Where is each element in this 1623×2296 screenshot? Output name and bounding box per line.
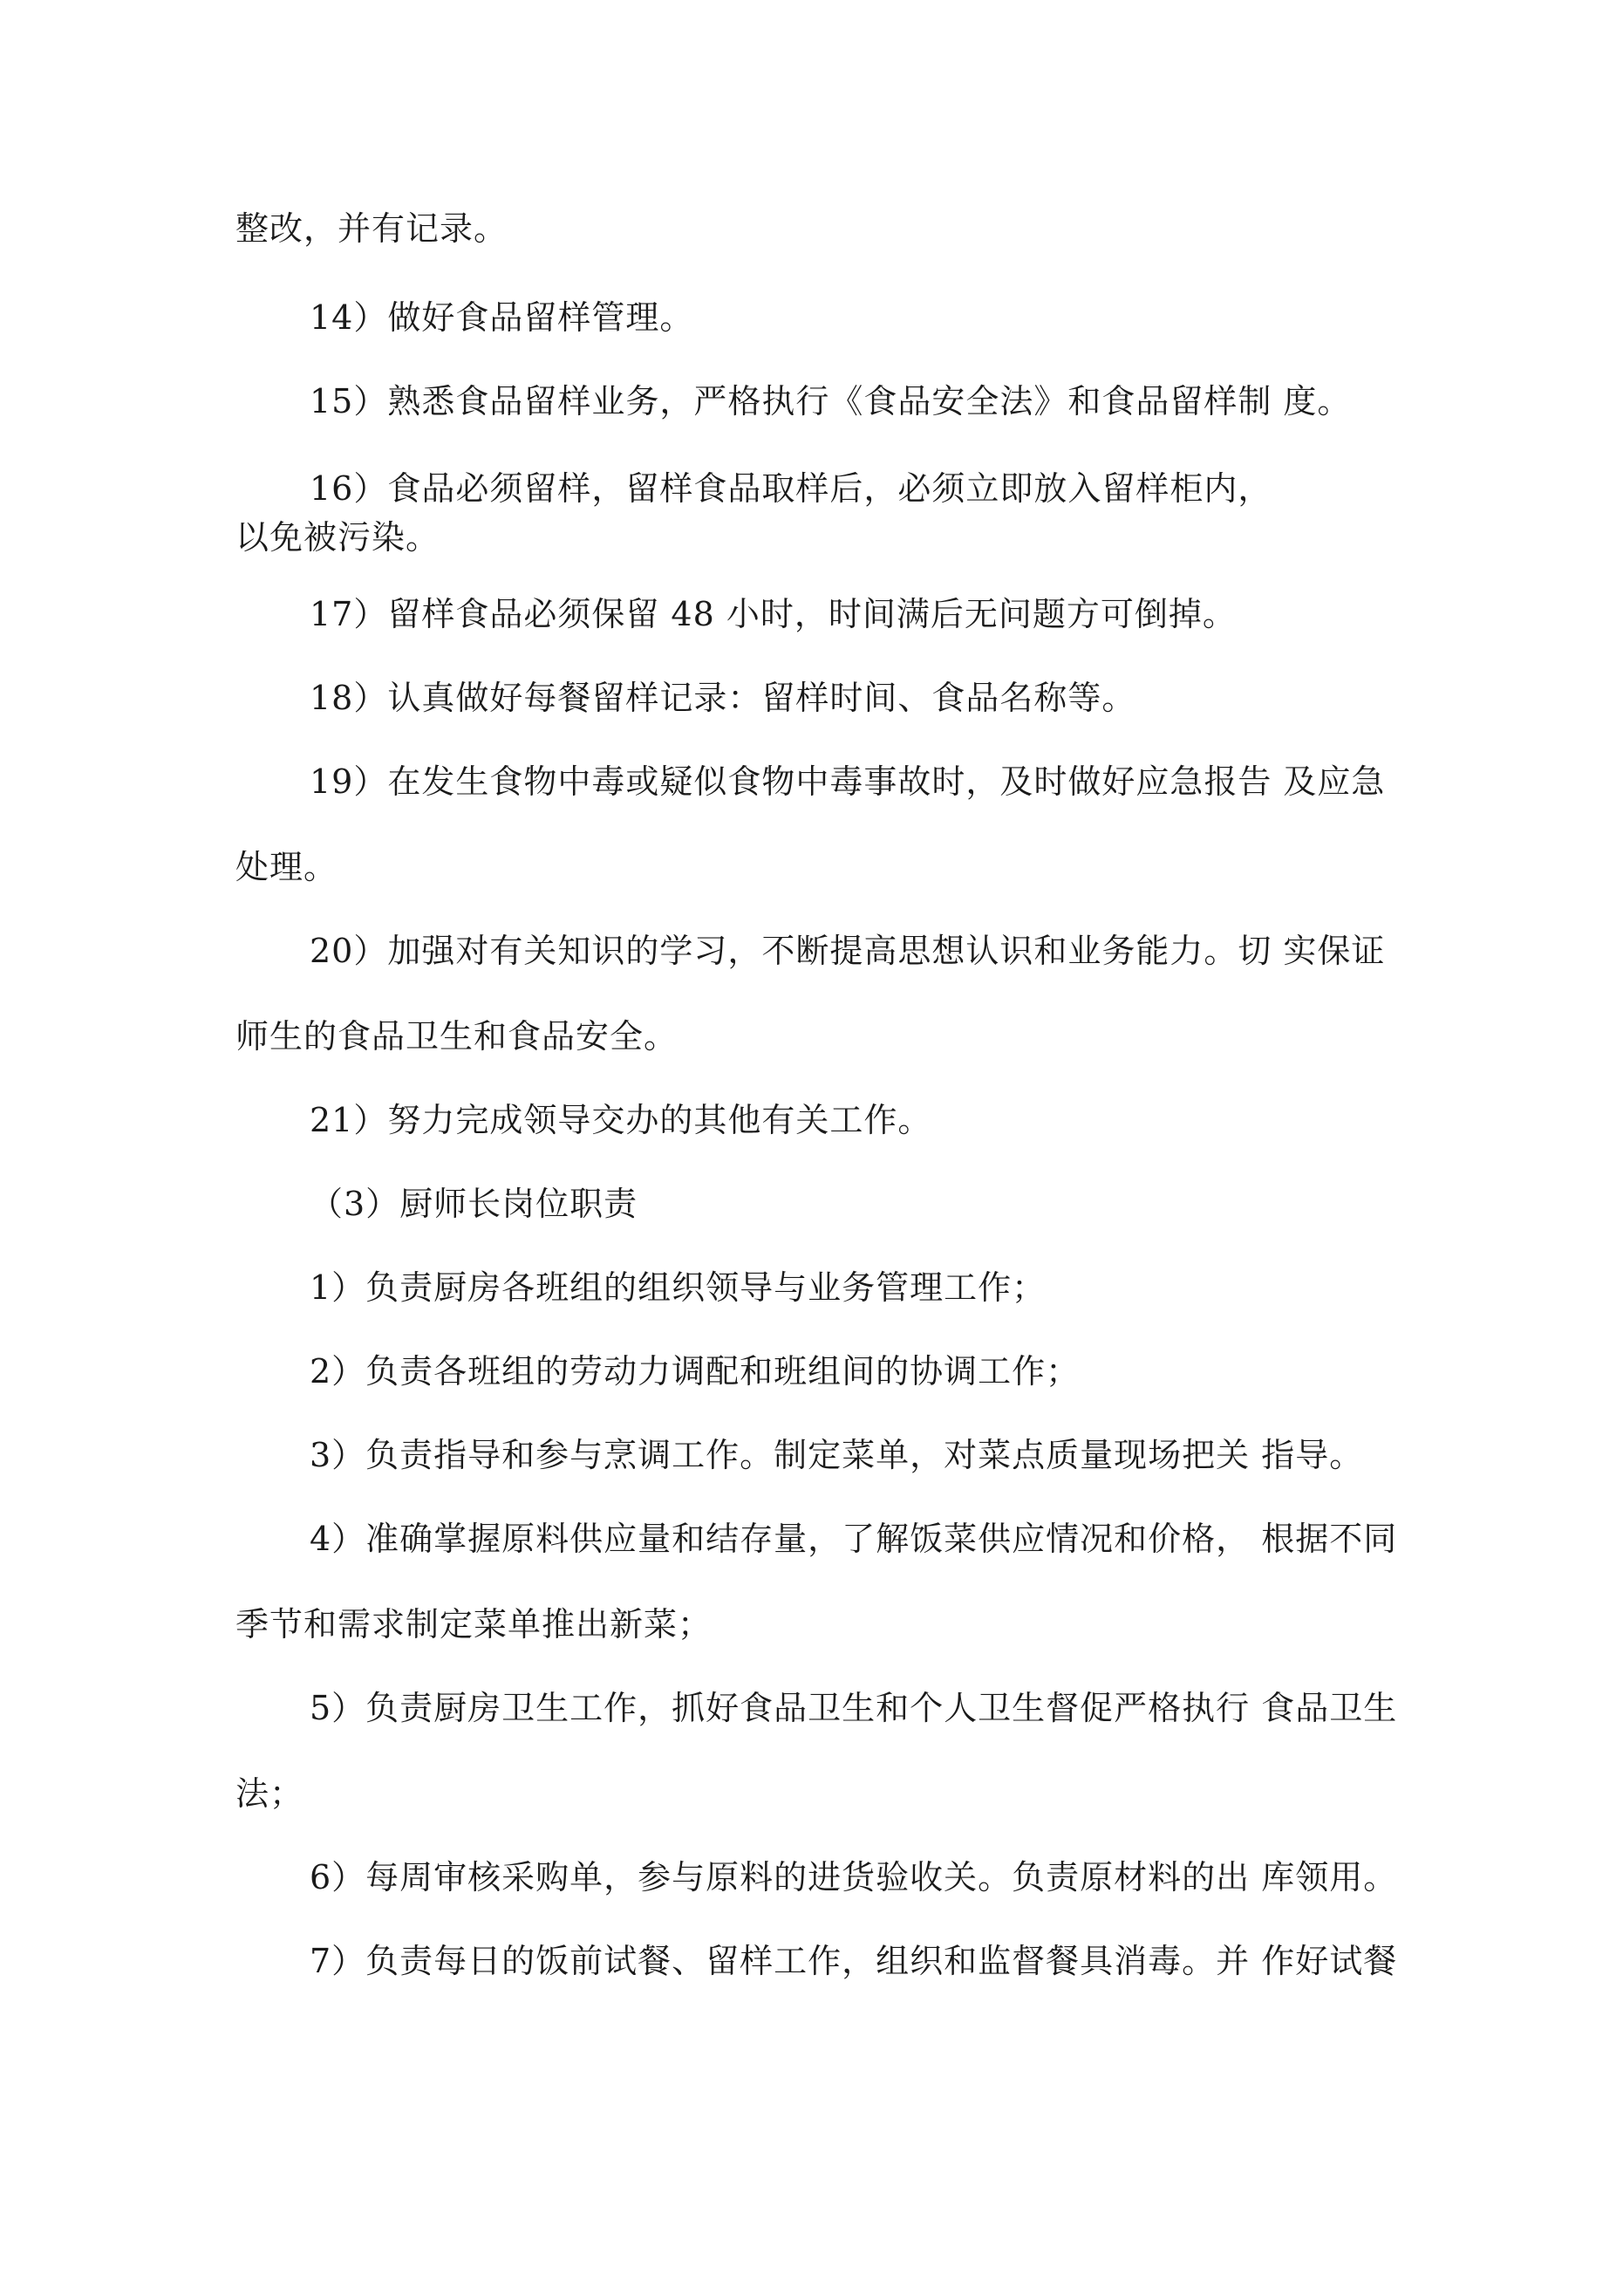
text-line: 15）熟悉食品留样业务，严格执行《食品安全法》和食品留样制 度。 [310, 382, 1352, 420]
text-line: 4）准确掌握原料供应量和结存量，了解饭菜供应情况和价格， 根据不同 [310, 1520, 1398, 1558]
text-line: 21）努力完成领导交办的其他有关工作。 [310, 1101, 932, 1139]
text-line: 法； [235, 1774, 304, 1813]
text-line: 师生的食品卫生和食品安全。 [235, 1017, 679, 1056]
text-line: 季节和需求制定菜单推出新菜； [235, 1605, 713, 1643]
text-line: 3）负责指导和参与烹调工作。制定菜单，对菜点质量现场把关 指导。 [310, 1436, 1364, 1474]
text-line: 以免被污染。 [235, 518, 440, 557]
text-line: 7）负责每日的饭前试餐、留样工作，组织和监督餐具消毒。并 作好试餐 [310, 1942, 1398, 1980]
text-line: 5）负责厨房卫生工作，抓好食品卫生和个人卫生督促严格执行 食品卫生 [310, 1689, 1398, 1727]
text-line: 18）认真做好每餐留样记录：留样时间、食品名称等。 [310, 679, 1136, 717]
text-line: 处理。 [235, 848, 338, 886]
text-line: 16）食品必须留样，留样食品取样后，必须立即放入留样柜内， [310, 469, 1272, 508]
text-line: 20）加强对有关知识的学习，不断提高思想认识和业务能力。切 实保证 [310, 932, 1386, 970]
text-line: 14）做好食品留样管理。 [310, 298, 694, 337]
text-line: 19）在发生食物中毒或疑似食物中毒事故时，及时做好应急报告 及应急 [310, 762, 1386, 801]
text-line: 2）负责各班组的劳动力调配和班组间的协调工作； [310, 1352, 1081, 1391]
text-line: 1）负责厨房各班组的组织领导与业务管理工作； [310, 1268, 1047, 1307]
text-line: 6）每周审核采购单，参与原料的进货验收关。负责原材料的出 库领用。 [310, 1858, 1398, 1896]
text-line: 整改，并有记录。 [235, 209, 508, 248]
text-line: 17）留样食品必须保留 48 小时，时间满后无问题方可倒掉。 [310, 595, 1237, 633]
section-heading: （3）厨师长岗位职责 [310, 1185, 638, 1223]
